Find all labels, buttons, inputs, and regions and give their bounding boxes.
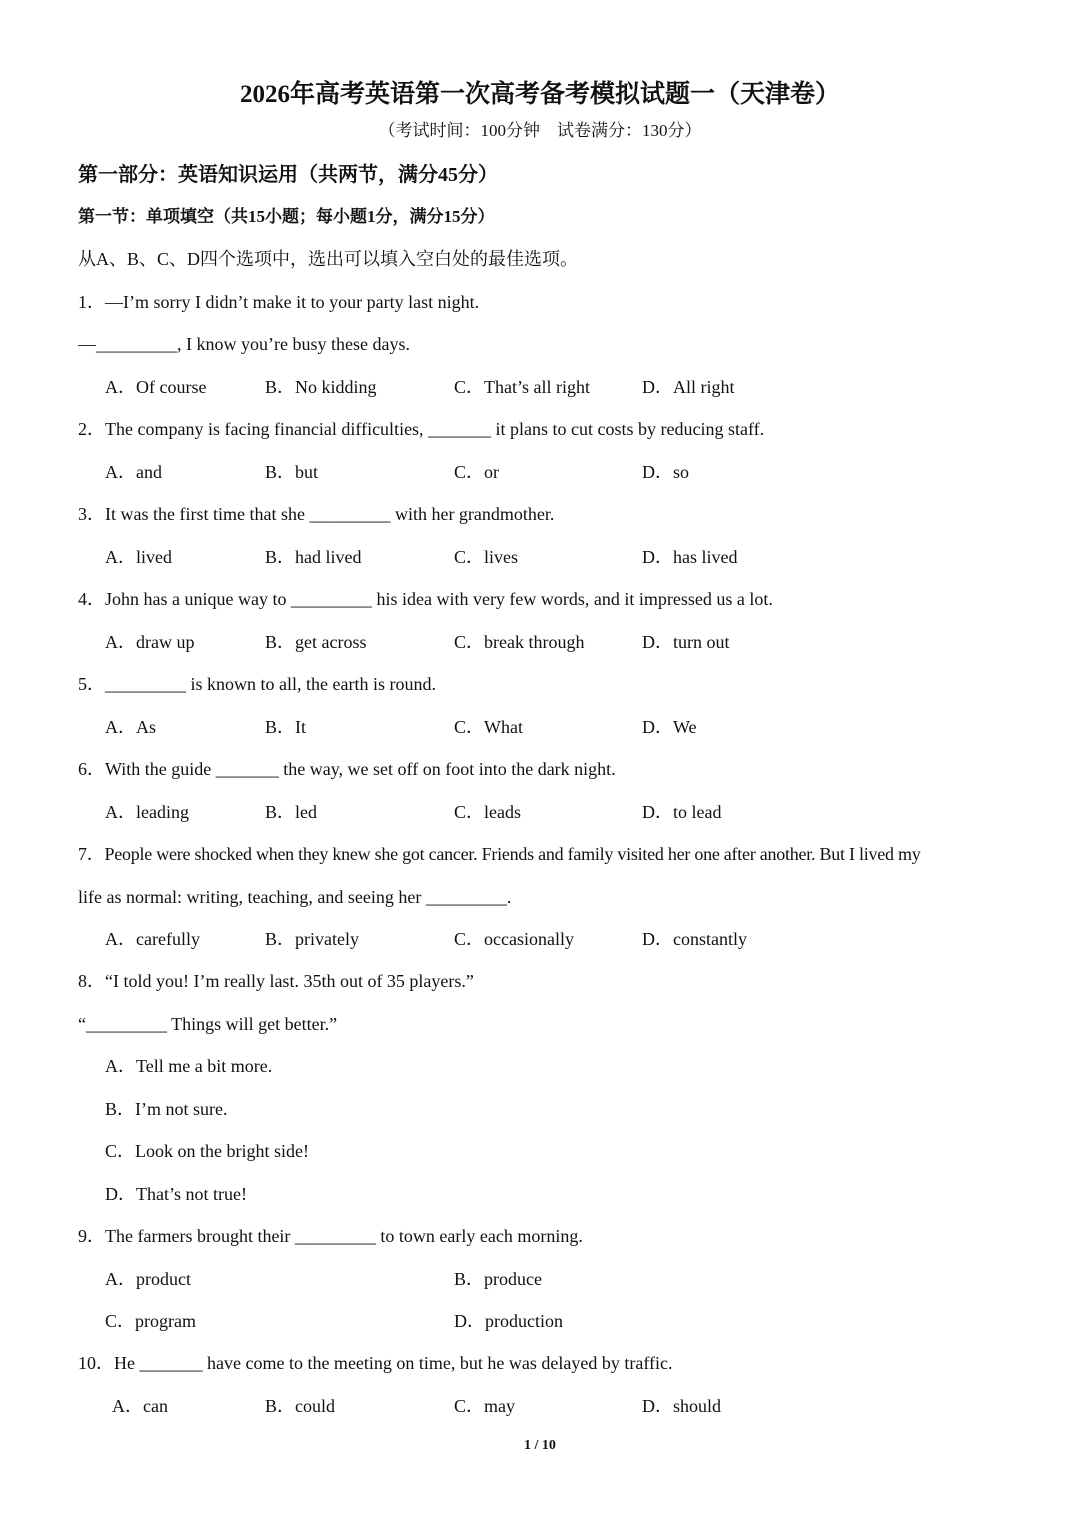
question-10-option-c[interactable]: C．may xyxy=(454,1396,515,1416)
question-4-option-b[interactable]: B．get across xyxy=(265,632,367,652)
question-8-option-b[interactable]: B．I’m not sure. xyxy=(105,1099,228,1119)
question-9-stem: 9．The farmers brought their _________ to town early each morning. xyxy=(78,1226,583,1246)
question-9-option-b[interactable]: B．produce xyxy=(454,1269,542,1289)
question-10-option-d[interactable]: D．should xyxy=(642,1396,722,1416)
question-6-option-a[interactable]: A．leading xyxy=(105,802,189,822)
question-4-stem: 4．John has a unique way to _________ his idea with very few words, and it impressed us a lot. xyxy=(78,589,773,609)
question-7-option-a[interactable]: A．carefully xyxy=(105,929,200,949)
section-heading: 第一节：单项填空（共15小题；每小题1分，满分15分） xyxy=(78,207,495,226)
question-6-stem: 6．With the guide _______ the way, we set off on foot into the dark night. xyxy=(78,759,616,779)
question-8-option-d[interactable]: D．That’s not true! xyxy=(105,1184,247,1204)
question-3-option-d[interactable]: D．has lived xyxy=(642,547,738,567)
question-1-option-a[interactable]: A．Of course xyxy=(105,377,207,397)
question-10-stem: 10．He _______ have come to the meeting on time, but he was delayed by traffic. xyxy=(78,1353,673,1373)
question-8-option-a[interactable]: A．Tell me a bit more. xyxy=(105,1056,273,1076)
question-8-stem: 8．“I told you! I’m really last. 35th out of 35 players.” xyxy=(78,971,474,991)
question-10-option-b[interactable]: B．could xyxy=(265,1396,335,1416)
question-3-stem: 3．It was the first time that she _________ with her grandmother. xyxy=(78,504,555,524)
section-instruction: 从A、B、C、D四个选项中，选出可以填入空白处的最佳选项。 xyxy=(78,249,579,269)
question-5-option-b[interactable]: B．It xyxy=(265,717,307,737)
question-3-option-b[interactable]: B．had lived xyxy=(265,547,362,567)
question-1-option-d[interactable]: D．All right xyxy=(642,377,735,397)
question-2-option-c[interactable]: C．or xyxy=(454,462,499,482)
question-2-option-b[interactable]: B．but xyxy=(265,462,319,482)
part-heading: 第一部分：英语知识运用（共两节，满分45分） xyxy=(78,164,498,186)
question-3-option-c[interactable]: C．lives xyxy=(454,547,519,567)
question-5-option-a[interactable]: A．As xyxy=(105,717,157,737)
question-6-option-c[interactable]: C．leads xyxy=(454,802,521,822)
question-7-stem: 7．People were shocked when they knew she got cancer. Friends and family visited her one after another. But I lived my xyxy=(78,844,921,864)
question-8-option-c[interactable]: C．Look on the bright side! xyxy=(105,1141,309,1161)
question-7-stem-cont: life as normal: writing, teaching, and seeing her _________. xyxy=(78,887,512,907)
question-2-option-d[interactable]: D．so xyxy=(642,462,690,482)
question-4-option-d[interactable]: D．turn out xyxy=(642,632,730,652)
question-1-stem: 1．—I’m sorry I didn’t make it to your party last night. xyxy=(78,292,480,312)
question-9-option-a[interactable]: A．product xyxy=(105,1269,191,1289)
question-1-option-b[interactable]: B．No kidding xyxy=(265,377,377,397)
question-2-stem: 2．The company is facing financial difficulties, _______ it plans to cut costs by reducing staff. xyxy=(78,419,765,439)
exam-subtitle: （考试时间：100分钟 试卷满分：130分） xyxy=(378,121,702,140)
question-5-option-d[interactable]: D．We xyxy=(642,717,697,737)
question-8-reply: “_________ Things will get better.” xyxy=(78,1014,338,1034)
question-6-option-b[interactable]: B．led xyxy=(265,802,317,822)
question-9-option-d[interactable]: D．production xyxy=(454,1311,563,1331)
question-7-option-b[interactable]: B．privately xyxy=(265,929,359,949)
question-3-option-a[interactable]: A．lived xyxy=(105,547,172,567)
exam-title: 2026年高考英语第一次高考备考模拟试题一（天津卷） xyxy=(239,81,840,108)
question-10-option-a[interactable]: A．can xyxy=(112,1396,168,1416)
question-5-stem: 5．_________ is known to all, the earth is round. xyxy=(78,674,436,694)
question-7-option-d[interactable]: D．constantly xyxy=(642,929,747,949)
question-4-option-a[interactable]: A．draw up xyxy=(105,632,195,652)
question-7-option-c[interactable]: C．occasionally xyxy=(454,929,574,949)
question-9-option-c[interactable]: C．program xyxy=(105,1311,196,1331)
question-4-option-c[interactable]: C．break through xyxy=(454,632,585,652)
question-2-option-a[interactable]: A．and xyxy=(105,462,162,482)
page-number: 1 / 10 xyxy=(524,1438,556,1453)
question-1-reply: —_________, I know you’re busy these days. xyxy=(78,334,410,354)
question-1-option-c[interactable]: C．That’s all right xyxy=(454,377,590,397)
question-6-option-d[interactable]: D．to lead xyxy=(642,802,722,822)
question-5-option-c[interactable]: C．What xyxy=(454,717,523,737)
